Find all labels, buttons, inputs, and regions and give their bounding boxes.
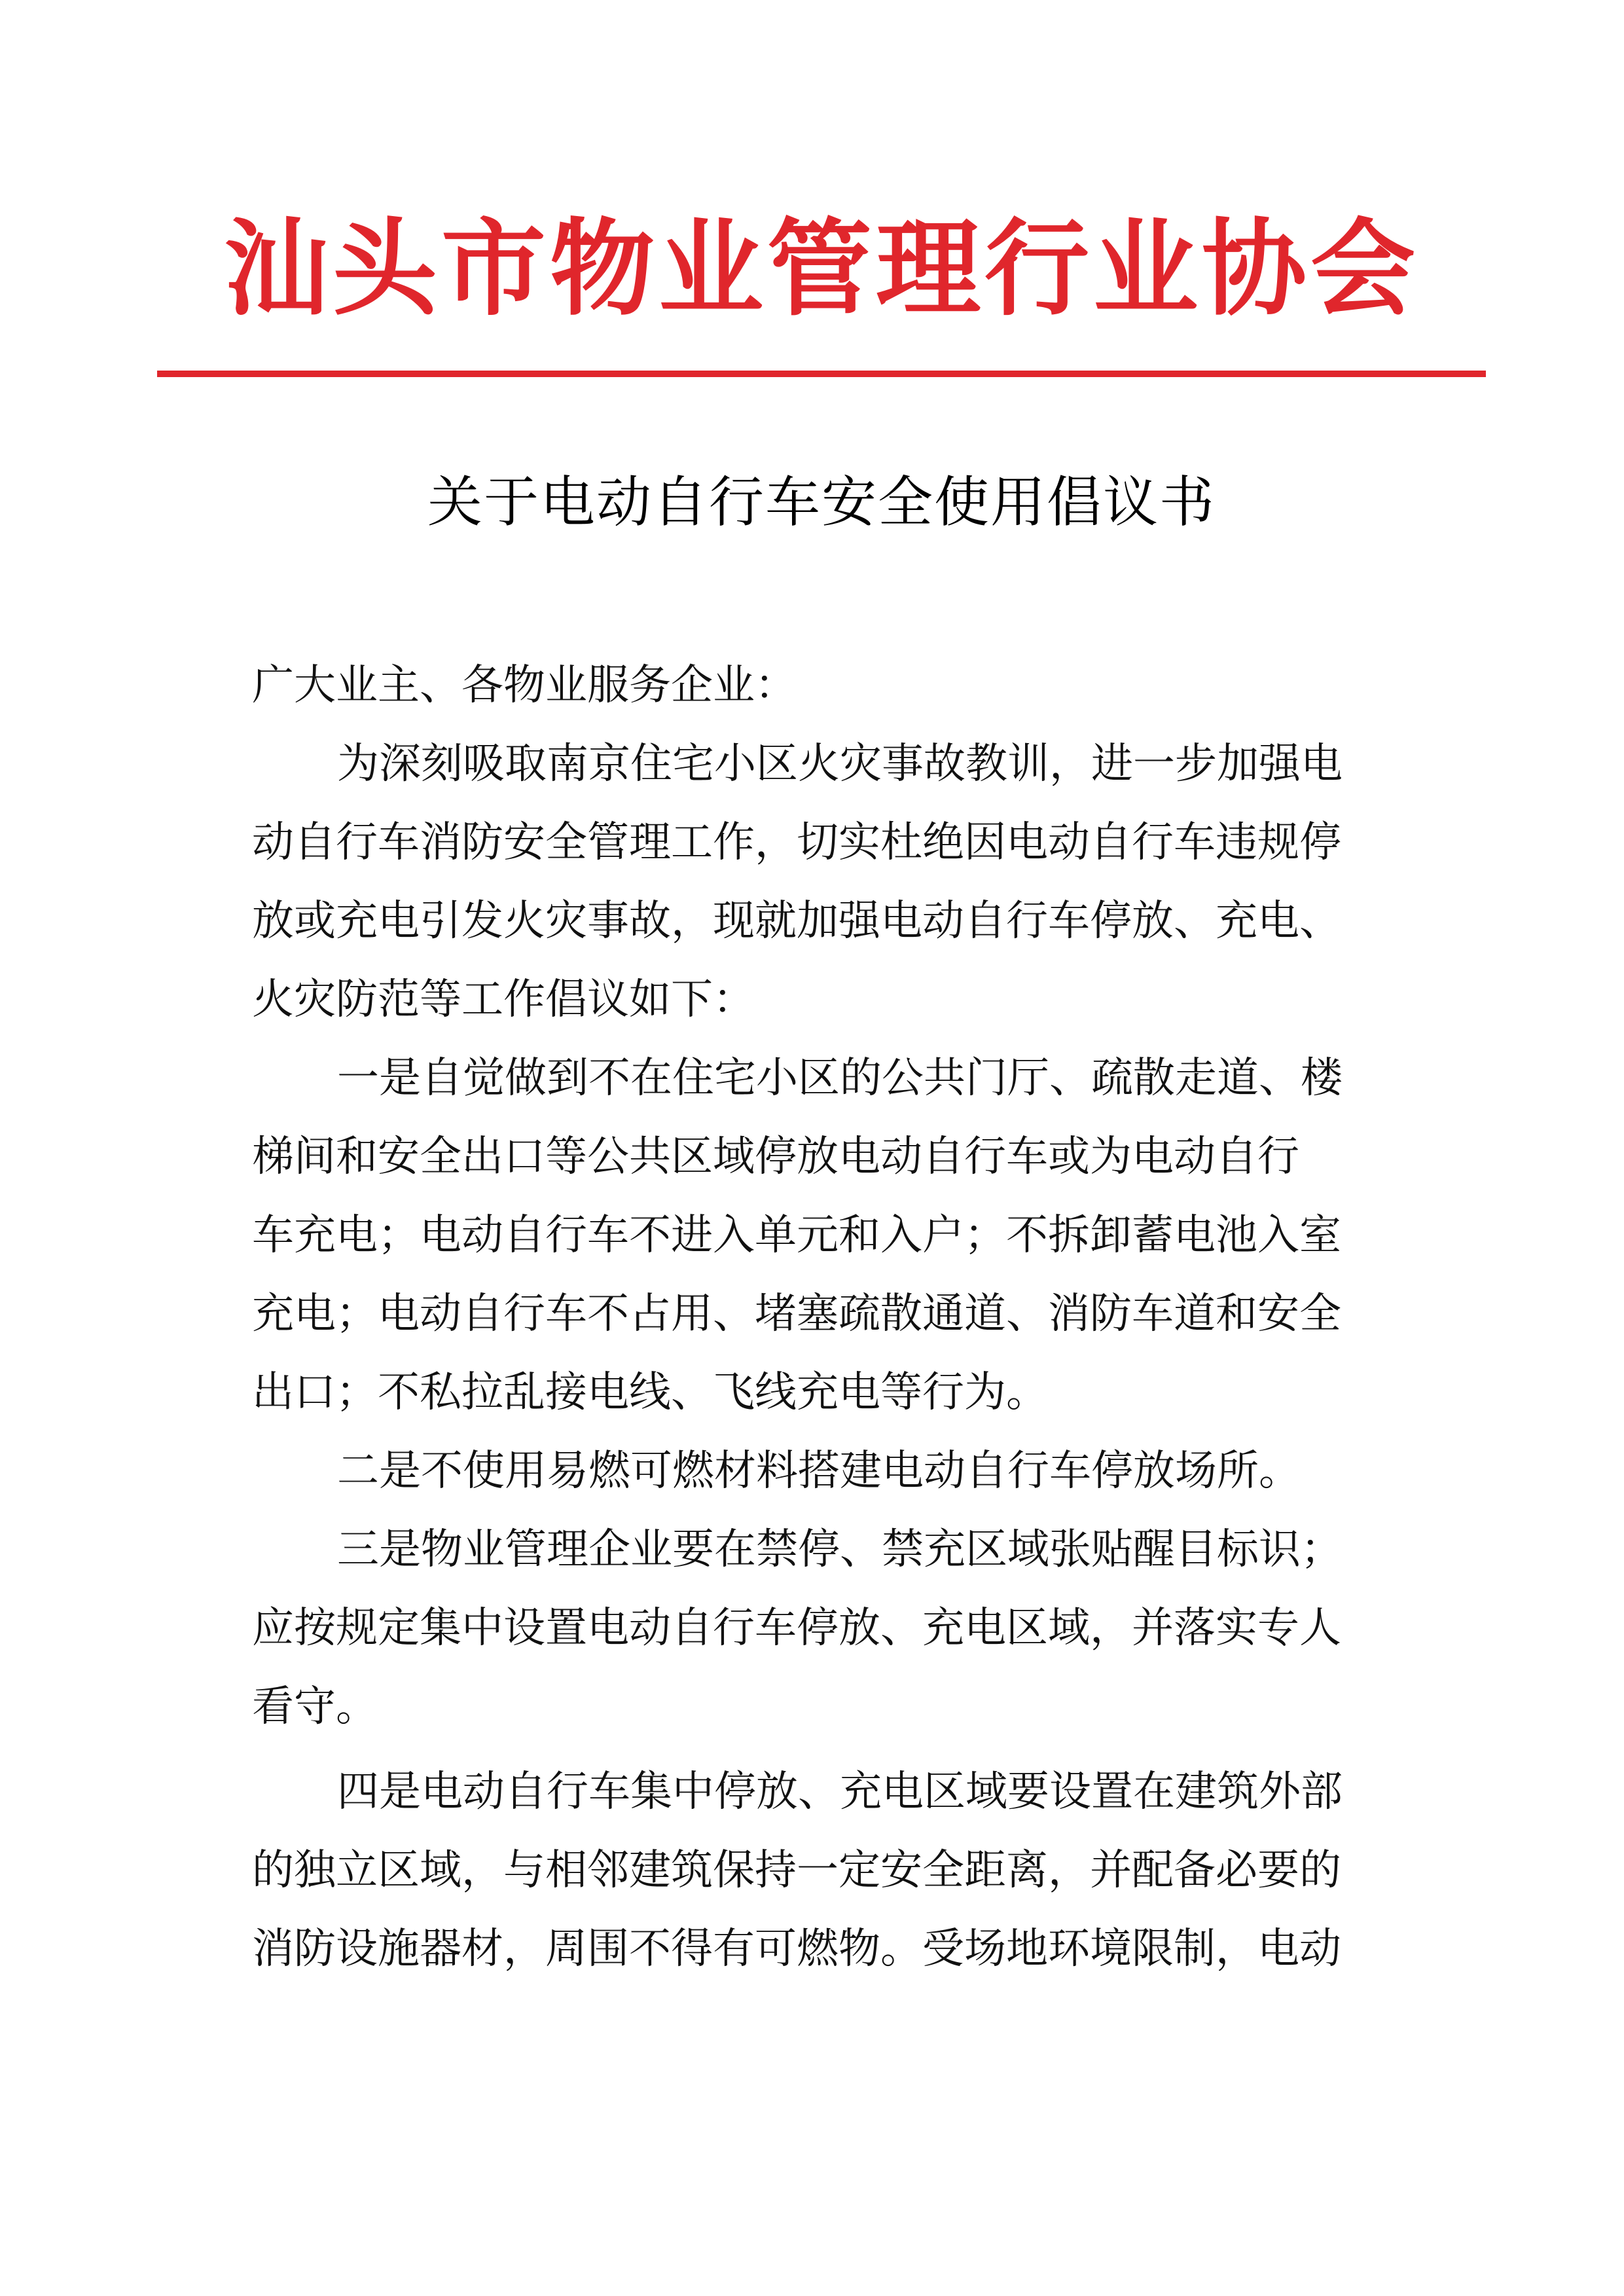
body-line: 一是自觉做到不在住宅小区的公共门厅、疏散走道、楼 [337, 1054, 1343, 1102]
body-line: 火灾防范等工作倡议如下： [252, 975, 755, 1024]
body-line: 梯间和安全出口等公共区域停放电动自行车或为电动自行 [252, 1133, 1299, 1181]
body-line: 消防设施器材，周围不得有可燃物。受场地环境限制，电动 [252, 1925, 1341, 1973]
letterhead-red-rule [157, 371, 1486, 377]
body-line: 放或充电引发火灾事故，现就加强电动自行车停放、充电、 [252, 897, 1341, 945]
body-line: 四是电动自行车集中停放、充电区域要设置在建筑外部 [337, 1768, 1343, 1816]
body-line: 充电；电动自行车不占用、堵塞疏散通道、消防车道和安全 [252, 1290, 1341, 1338]
body-line: 二是不使用易燃可燃材料搭建电动自行车停放场所。 [337, 1447, 1301, 1495]
body-line: 为深刻吸取南京住宅小区火灾事故教训，进一步加强电 [337, 740, 1343, 788]
salutation-line: 广大业主、各物业服务企业： [252, 661, 797, 710]
body-line: 三是物业管理企业要在禁停、禁充区域张贴醒目标识； [337, 1525, 1343, 1574]
body-line: 应按规定集中设置电动自行车停放、充电区域，并落实专人 [252, 1604, 1341, 1652]
body-line: 车充电；电动自行车不进入单元和入户；不拆卸蓄电池入室 [252, 1211, 1341, 1260]
body-line: 看守。 [252, 1683, 378, 1731]
body-line: 出口；不私拉乱接电线、飞线充电等行为。 [252, 1368, 1048, 1417]
letterhead-org-name: 汕头市物业管理行业协会 [223, 207, 1419, 330]
document-title: 关于电动自行车安全使用倡议书 [427, 470, 1216, 534]
body-line: 动自行车消防安全管理工作，切实杜绝因电动自行车违规停 [252, 818, 1341, 867]
body-line: 的独立区域，与相邻建筑保持一定安全距离，并配备必要的 [252, 1846, 1341, 1895]
